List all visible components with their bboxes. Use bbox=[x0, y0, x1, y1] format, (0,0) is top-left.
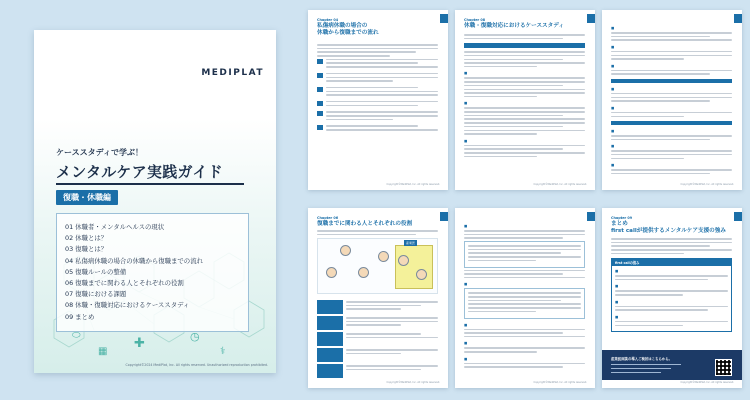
page-body bbox=[317, 230, 438, 237]
page-body bbox=[611, 238, 732, 332]
title-underline bbox=[56, 183, 244, 185]
table-of-contents bbox=[56, 213, 249, 332]
page-body: ■ ■ ■ ■ ■ bbox=[464, 220, 585, 370]
toc-item[interactable]: 09 まとめ bbox=[65, 312, 95, 321]
chapter-label: Chapter 08 bbox=[464, 18, 486, 22]
page-footer: Copyright©MediPlat, Inc. All rights reserved. bbox=[680, 381, 734, 384]
roles-table bbox=[317, 300, 438, 380]
person-icon bbox=[326, 267, 337, 278]
brand-logo: MEDIPLAT bbox=[201, 68, 264, 78]
doctor-icon bbox=[398, 255, 409, 266]
person-icon bbox=[340, 245, 351, 256]
page-title: 私傷病休職の場合の 休職から復職までの流れ bbox=[317, 23, 379, 37]
toc-item[interactable]: 02 休職とは？ bbox=[65, 234, 108, 243]
toc-item[interactable]: 01 休職者・メンタルヘルスの現状 bbox=[65, 223, 165, 231]
chapter-label: Chapter 09 bbox=[611, 216, 633, 220]
pill-icon: ⬭ bbox=[72, 330, 81, 341]
calendar-icon: ▦ bbox=[98, 346, 108, 357]
person-icon bbox=[358, 267, 369, 278]
strengths-box: first callの強み ■ ■ ■ ■ bbox=[611, 258, 732, 332]
page-body bbox=[317, 44, 438, 136]
role-tag: 産業医 bbox=[405, 241, 415, 245]
page-footer: Copyright©MediPlat, Inc. All rights reserved. bbox=[533, 183, 587, 186]
page-title: まとめ first callが提供するメンタルケア支援の強み bbox=[611, 221, 726, 235]
page-footer: Copyright©MediPlat, Inc. All rights reserved. bbox=[386, 183, 440, 186]
toc-item[interactable]: 04 私傷病休職の場合の休職から復職までの流れ bbox=[65, 256, 203, 265]
person-icon bbox=[378, 251, 389, 262]
guide-cover[interactable] bbox=[34, 30, 276, 373]
toc-item[interactable]: 08 休職・復職対応におけるケーススタディ bbox=[65, 301, 190, 310]
plus-icon: ✚ bbox=[134, 336, 145, 351]
page-title: 復職までに関わる人とそれぞれの役割 bbox=[317, 221, 413, 227]
preview-page-continued[interactable] bbox=[602, 10, 742, 190]
preview-page-chapter-09[interactable] bbox=[602, 208, 742, 388]
qr-code-icon[interactable] bbox=[715, 359, 732, 376]
edition-badge: 復職・休職編 bbox=[56, 190, 118, 205]
preview-page-challenges[interactable] bbox=[455, 208, 595, 388]
page-marker bbox=[440, 14, 448, 23]
clock-icon: ◷ bbox=[190, 330, 200, 343]
cta-line bbox=[611, 364, 681, 365]
cover-copyright: Copyright©2024 MediPlat, Inc. All rights reserved. Unauthorized reproduction prohibited. bbox=[125, 363, 268, 367]
occupational-physician-area bbox=[395, 245, 433, 289]
toc-item[interactable]: 03 復職とは？ bbox=[65, 245, 108, 254]
toc-item[interactable]: 07 復職における課題 bbox=[65, 290, 127, 299]
page-marker bbox=[440, 212, 448, 221]
page-marker bbox=[587, 212, 595, 221]
cover-title: メンタルケア実践ガイド bbox=[56, 163, 223, 181]
page-marker bbox=[734, 14, 742, 23]
page-title: 休職・復職対応におけるケーススタディ bbox=[464, 23, 564, 29]
preview-page-chapter-06[interactable] bbox=[308, 208, 448, 388]
page-footer: Copyright©MediPlat, Inc. All rights reserved. bbox=[386, 381, 440, 384]
cta-line bbox=[611, 372, 661, 373]
page-marker bbox=[734, 212, 742, 221]
preview-page-chapter-04[interactable] bbox=[308, 10, 448, 190]
page-body: ■ ■ ■ bbox=[464, 34, 585, 159]
roles-illustration bbox=[317, 238, 438, 294]
strengths-box-title: first callの強み bbox=[612, 259, 731, 266]
page-marker bbox=[587, 14, 595, 23]
chapter-label: Chapter 06 bbox=[317, 216, 339, 220]
cta-text: 産業医面談の導入ご検討はこちらから。 bbox=[611, 357, 673, 361]
page-body: ■ ■ ■ ■ ■ ■ ■ ■ bbox=[611, 22, 732, 176]
stethoscope-icon: ⚕ bbox=[220, 346, 226, 357]
chapter-label: Chapter 04 bbox=[317, 18, 339, 22]
toc-item[interactable]: 05 復職ルールの整備 bbox=[65, 267, 127, 276]
page-footer: Copyright©MediPlat, Inc. All rights reserved. bbox=[680, 183, 734, 186]
doctor-icon bbox=[416, 269, 427, 280]
page-footer: Copyright©MediPlat, Inc. All rights reserved. bbox=[533, 381, 587, 384]
preview-page-chapter-08[interactable] bbox=[455, 10, 595, 190]
cta-line bbox=[611, 368, 671, 369]
toc-item[interactable]: 06 復職までに関わる人とそれぞれの役割 bbox=[65, 279, 184, 288]
cover-subtitle: ケーススタディで学ぶ！ bbox=[56, 148, 143, 157]
